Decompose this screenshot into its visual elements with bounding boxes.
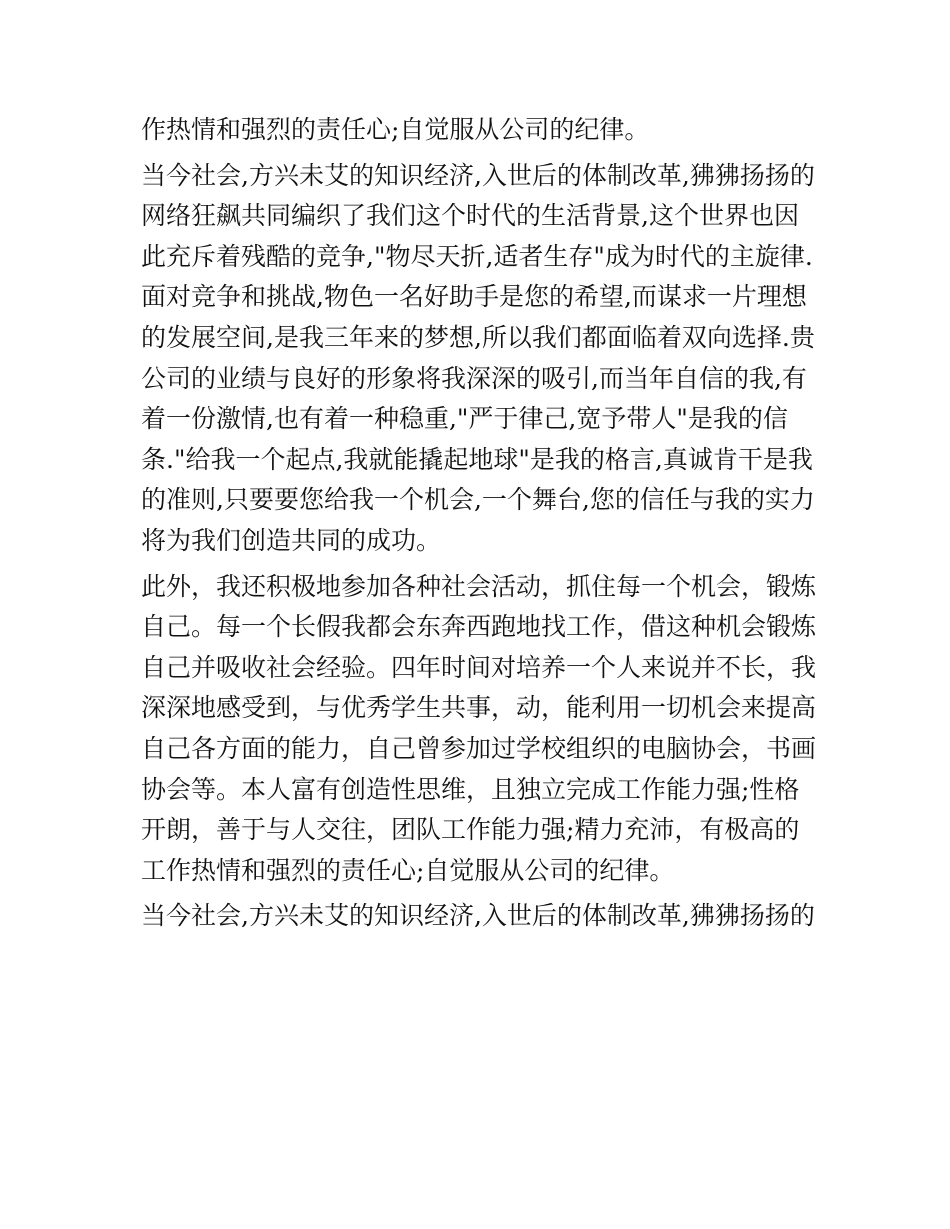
text-line: 工作热情和强烈的责任心;自觉服从公司的纪律。 <box>141 855 675 885</box>
text-line: 此外，我还积极地参加各种社会活动，抓住每一个机会，锻炼 <box>141 571 817 601</box>
text-line: 作热情和强烈的责任心;自觉服从公司的纪律。 <box>141 115 650 144</box>
text-line: 网络狂飙共同编织了我们这个时代的生活背景,这个世界也因 <box>141 201 799 231</box>
text-line: 条."给我一个起点,我就能撬起地球"是我的格言,真诚肯干是我 <box>141 444 813 474</box>
text-line: 自己。每一个长假我都会东奔西跑地找工作，借这种机会锻炼 <box>141 612 817 642</box>
text-line: 面对竞争和挑战,物色一名好助手是您的希望,而谋求一片理想 <box>141 282 807 312</box>
text-line: 公司的业绩与良好的形象将我深深的吸引,而当年自信的我,有 <box>141 363 807 393</box>
text-line: 的发展空间,是我三年来的梦想,所以我们都面临着双向选择.贵 <box>141 322 815 352</box>
text-line: 的准则,只要要您给我一个机会,一个舞台,您的信任与我的实力 <box>141 485 815 515</box>
text-line: 此充斥着残酷的竞争,"物尽天折,适者生存"成为时代的主旋律. <box>141 241 813 271</box>
text-line: 当今社会,方兴未艾的知识经济,入世后的体制改革,狒狒扬扬的 <box>141 160 815 190</box>
document-body <box>141 110 821 937</box>
text-line: 自己并吸收社会经验。四年时间对培养一个人来说并不长，我 <box>141 652 817 682</box>
text-line: 深深地感受到，与优秀学生共事，动，能利用一切机会来提高 <box>141 693 817 723</box>
text-line: 开朗，善于与人交往，团队工作能力强;精力充沛，有极高的 <box>141 815 800 845</box>
text-line: 当今社会,方兴未艾的知识经济,入世后的体制改革,狒狒扬扬的 <box>141 901 815 931</box>
text-line: 自己各方面的能力，自己曾参加过学校组织的电脑协会，书画 <box>141 733 817 763</box>
text-line: 将为我们创造共同的成功。 <box>141 525 442 555</box>
text-line: 着一份激情,也有着一种稳重,"严于律己,宽予带人"是我的信 <box>141 404 788 434</box>
text-line: 协会等。本人富有创造性思维，且独立完成工作能力强;性格 <box>141 774 800 804</box>
